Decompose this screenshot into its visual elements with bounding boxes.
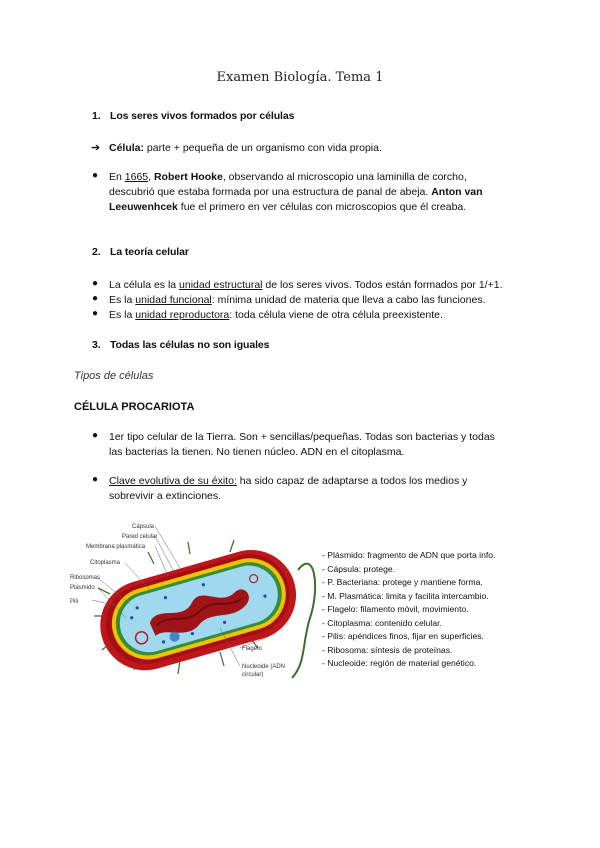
label-ribosomas: Ribosomas [70, 575, 101, 581]
label-pared: Pared celular [122, 534, 158, 540]
legend-item: - P. Bacteriana: protege y mantiene forma. [322, 577, 483, 587]
label-pili: Pili [70, 599, 79, 605]
legend-item: - M. Plasmática: limita y facilita intercambio. [322, 590, 489, 601]
teoria-item: La célula es la unidad estructural de los seres vivos. Todos están formados por 1/+1. [109, 279, 503, 291]
legend-item: - Flagelo: filamento móvil, movimiento. [322, 604, 469, 614]
procariota-item: Clave evolutiva de su éxito: ha sido capaz de adaptarse a todos los medios y sobrevivir a extinciones. [109, 475, 468, 502]
teoria-item: Es la unidad funcional: mínima unidad de materia que lleva a cabo las funciones. [109, 294, 486, 306]
label-plasmido: Plásmido [70, 585, 95, 591]
bullet-icon: ● [92, 474, 99, 485]
prokaryote-cell-diagram [70, 518, 320, 688]
legend-item: - Cápsula: protege. [322, 563, 396, 574]
label-flagelo: Flagelo [242, 646, 262, 652]
bullet-icon: ● [92, 278, 99, 289]
page-title: Examen Biología. Tema 1 [216, 70, 384, 85]
bullet-icon: ● [92, 430, 99, 441]
label-membrana: Membrana plasmática [86, 544, 146, 550]
legend-item: - Plásmido: fragmento de ADN que porta info. [322, 550, 496, 560]
hooke-paragraph: En 1665, Robert Hooke, observando al microscopio una laminilla de corcho, descubrió que estaba formada por una estructura de panal de abeja. Anton van Leeuwenhcek fue el primero en ver células con microscopios que él creaba. [109, 171, 483, 213]
label-citoplasma: Citoplasma [90, 560, 121, 566]
section-heading-3: 3. Todas las células no son iguales [92, 339, 270, 351]
section-heading-2: 2. La teoría celular [92, 246, 189, 258]
legend-item: - Nucleoide: región de material genético. [322, 658, 477, 668]
legend-item: - Citoplasma: contenido celular. [322, 617, 442, 628]
arrow-icon: ➔ [91, 142, 101, 154]
legend-item: - Ribosoma: síntesis de proteínas. [322, 644, 453, 655]
legend-list [322, 549, 495, 671]
bullet-icon: ● [92, 170, 99, 181]
procariota-heading: CÉLULA PROCARIOTA [74, 401, 195, 413]
bullet-icon: ● [92, 293, 99, 304]
celula-definition: Célula: parte + pequeña de un organismo con vida propia. [109, 142, 382, 154]
procariota-item: 1er tipo celular de la Tierra. Son + sencillas/pequeñas. Todas son bacterias y todas las bacterias la tienen. No tienen núcleo. ADN en el citoplasma. [109, 431, 495, 458]
label-capsula: Cápsula [132, 524, 155, 530]
flagellum-shape [292, 564, 315, 678]
section-heading-1: 1. Los seres vivos formados por células [92, 110, 295, 122]
label-nucleoide: Nucleoide (ADN [242, 664, 286, 670]
label-nucleoide-2: circular) [242, 672, 264, 678]
bullet-icon: ● [92, 308, 99, 319]
teoria-item: Es la unidad reproductora: toda célula viene de otra célula preexistente. [109, 309, 443, 321]
tipos-heading: Tipos de células [74, 370, 154, 382]
legend-item: - Pilis: apéndices finos, fijar en superficies. [322, 631, 484, 641]
